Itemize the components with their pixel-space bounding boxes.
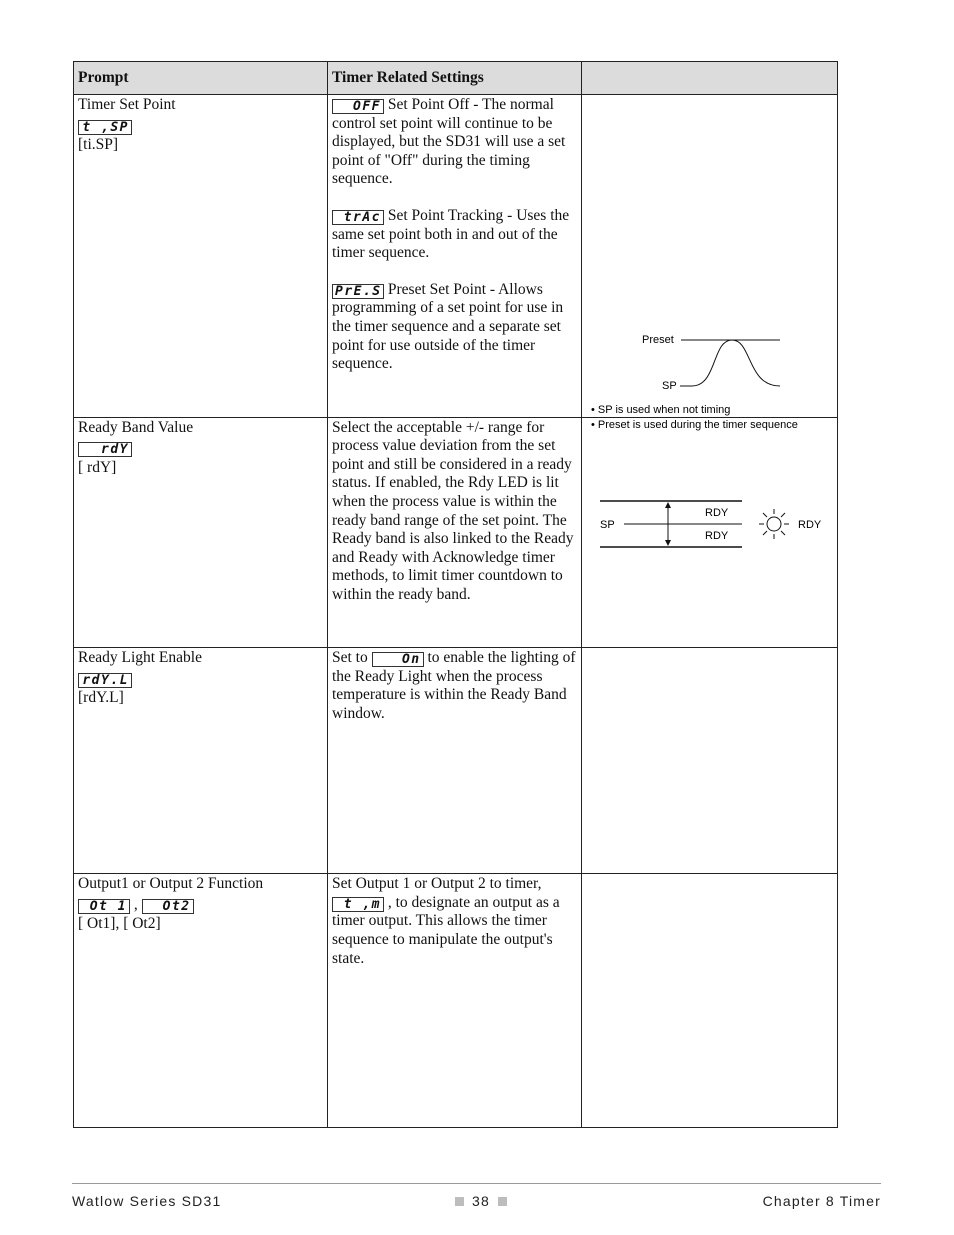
page-footer — [72, 1183, 881, 1209]
label-rdy-bottom: RDY — [705, 529, 729, 542]
header-settings: Timer Related Settings — [328, 62, 582, 95]
setting-text: Preset Set Point - Allows programming of a set point for use in the timer sequence and a separate set point for use outside of the timer sequence. — [332, 280, 564, 373]
table-row — [74, 417, 838, 648]
arrow-down-head — [665, 540, 671, 546]
lcd-display: PrE.S — [332, 284, 384, 299]
prompt-code: [ rdY] — [78, 458, 117, 476]
lcd-display: rdY — [78, 442, 132, 457]
table-row — [74, 874, 838, 1128]
preset-diagram — [582, 95, 836, 431]
label-rdy-top: RDY — [705, 506, 729, 519]
label-preset: Preset — [642, 334, 674, 346]
square-icon — [498, 1197, 507, 1206]
setting-text: Set Output 1 or Output 2 to timer, t ,m , to designate an output as a timer output. This allows the timer sequence to manipulate the output's state. — [332, 875, 560, 967]
table-header-row — [74, 62, 838, 95]
settings-cell — [328, 874, 582, 1128]
led-sun-icon — [759, 509, 789, 539]
table-row — [74, 95, 838, 418]
label-sp: SP — [600, 518, 615, 531]
footer-left: Watlow Series SD31 — [72, 1193, 222, 1209]
setting-text: Set to On to enable the lighting of the Ready Light when the process temperature is within the Ready Band window. — [332, 649, 576, 722]
header-diagram — [582, 62, 838, 95]
prompt-code: [ Ot1], [ Ot2] — [78, 915, 161, 933]
prompt-code: [rdY.L] — [78, 689, 124, 707]
sp-curve — [680, 340, 780, 386]
prompt-code: [ti.SP] — [78, 136, 119, 154]
prompt-title: Ready Light Enable — [78, 649, 202, 667]
setting-option — [332, 96, 577, 189]
table-row — [74, 648, 838, 874]
header-prompt: Prompt — [74, 62, 328, 95]
setting-option — [332, 207, 577, 263]
bullet: • SP is used when not timing — [591, 404, 731, 416]
prompt-title: Timer Set Point — [78, 96, 176, 113]
setting-text: Select the acceptable +/- range for process value deviation from the set point and still be considered in a ready status. If enabled, the Rdy LED is lit when the process value is within the ready band range of the set point. The Ready band is also linked to the Ready and Ready with Acknowledge timer methods, to limit timer countdown to within the ready band. — [332, 418, 574, 603]
label-sp: SP — [662, 380, 677, 392]
diagram-cell — [582, 648, 838, 874]
prompt-title: Ready Band Value — [78, 418, 194, 436]
footer-right: Chapter 8 Timer — [762, 1193, 881, 1209]
label-led: RDY — [798, 518, 822, 531]
arrow-up-head — [665, 502, 671, 508]
lcd-display: Ot 1 — [78, 899, 130, 914]
prompt-cell — [74, 417, 328, 648]
diagram-cell — [582, 95, 838, 431]
setting-option — [332, 281, 577, 374]
diagram-cell — [582, 874, 838, 1128]
lcd-display: On — [372, 652, 424, 667]
lcd-display: trAc — [332, 210, 384, 225]
square-icon — [455, 1197, 464, 1206]
footer-page-number: 38 — [447, 1193, 515, 1209]
lcd-display: OFF — [332, 99, 384, 114]
diagram-cell — [582, 417, 838, 648]
settings-cell — [328, 648, 582, 874]
prompt-title: Output1 or Output 2 Function — [78, 875, 264, 893]
lcd-display: rdY.L — [78, 673, 132, 688]
ready-band-diagram — [582, 418, 836, 642]
settings-cell — [328, 417, 582, 648]
prompt-cell — [74, 648, 328, 874]
bullet: • Preset is used during the timer sequence — [591, 419, 798, 431]
settings-cell — [328, 95, 582, 418]
timer-settings-table — [73, 61, 838, 1128]
lcd-display: Ot2 — [142, 899, 194, 914]
prompt-cell: Output1 or Output 2 Function Ot 1 , Ot2 [ Ot1], [ Ot2] — [74, 874, 328, 1128]
lcd-display: t ,SP — [78, 120, 132, 135]
setting-text: Set Point Tracking - Uses the same set point both in and out of the timer sequence. — [332, 206, 570, 262]
setting-text: Set Point Off - The normal control set point will continue to be displayed, but the SD31 will use a set point of "Off" during the timing sequence. — [332, 96, 566, 188]
prompt-cell — [74, 95, 328, 418]
lcd-display: t ,m — [332, 897, 384, 912]
